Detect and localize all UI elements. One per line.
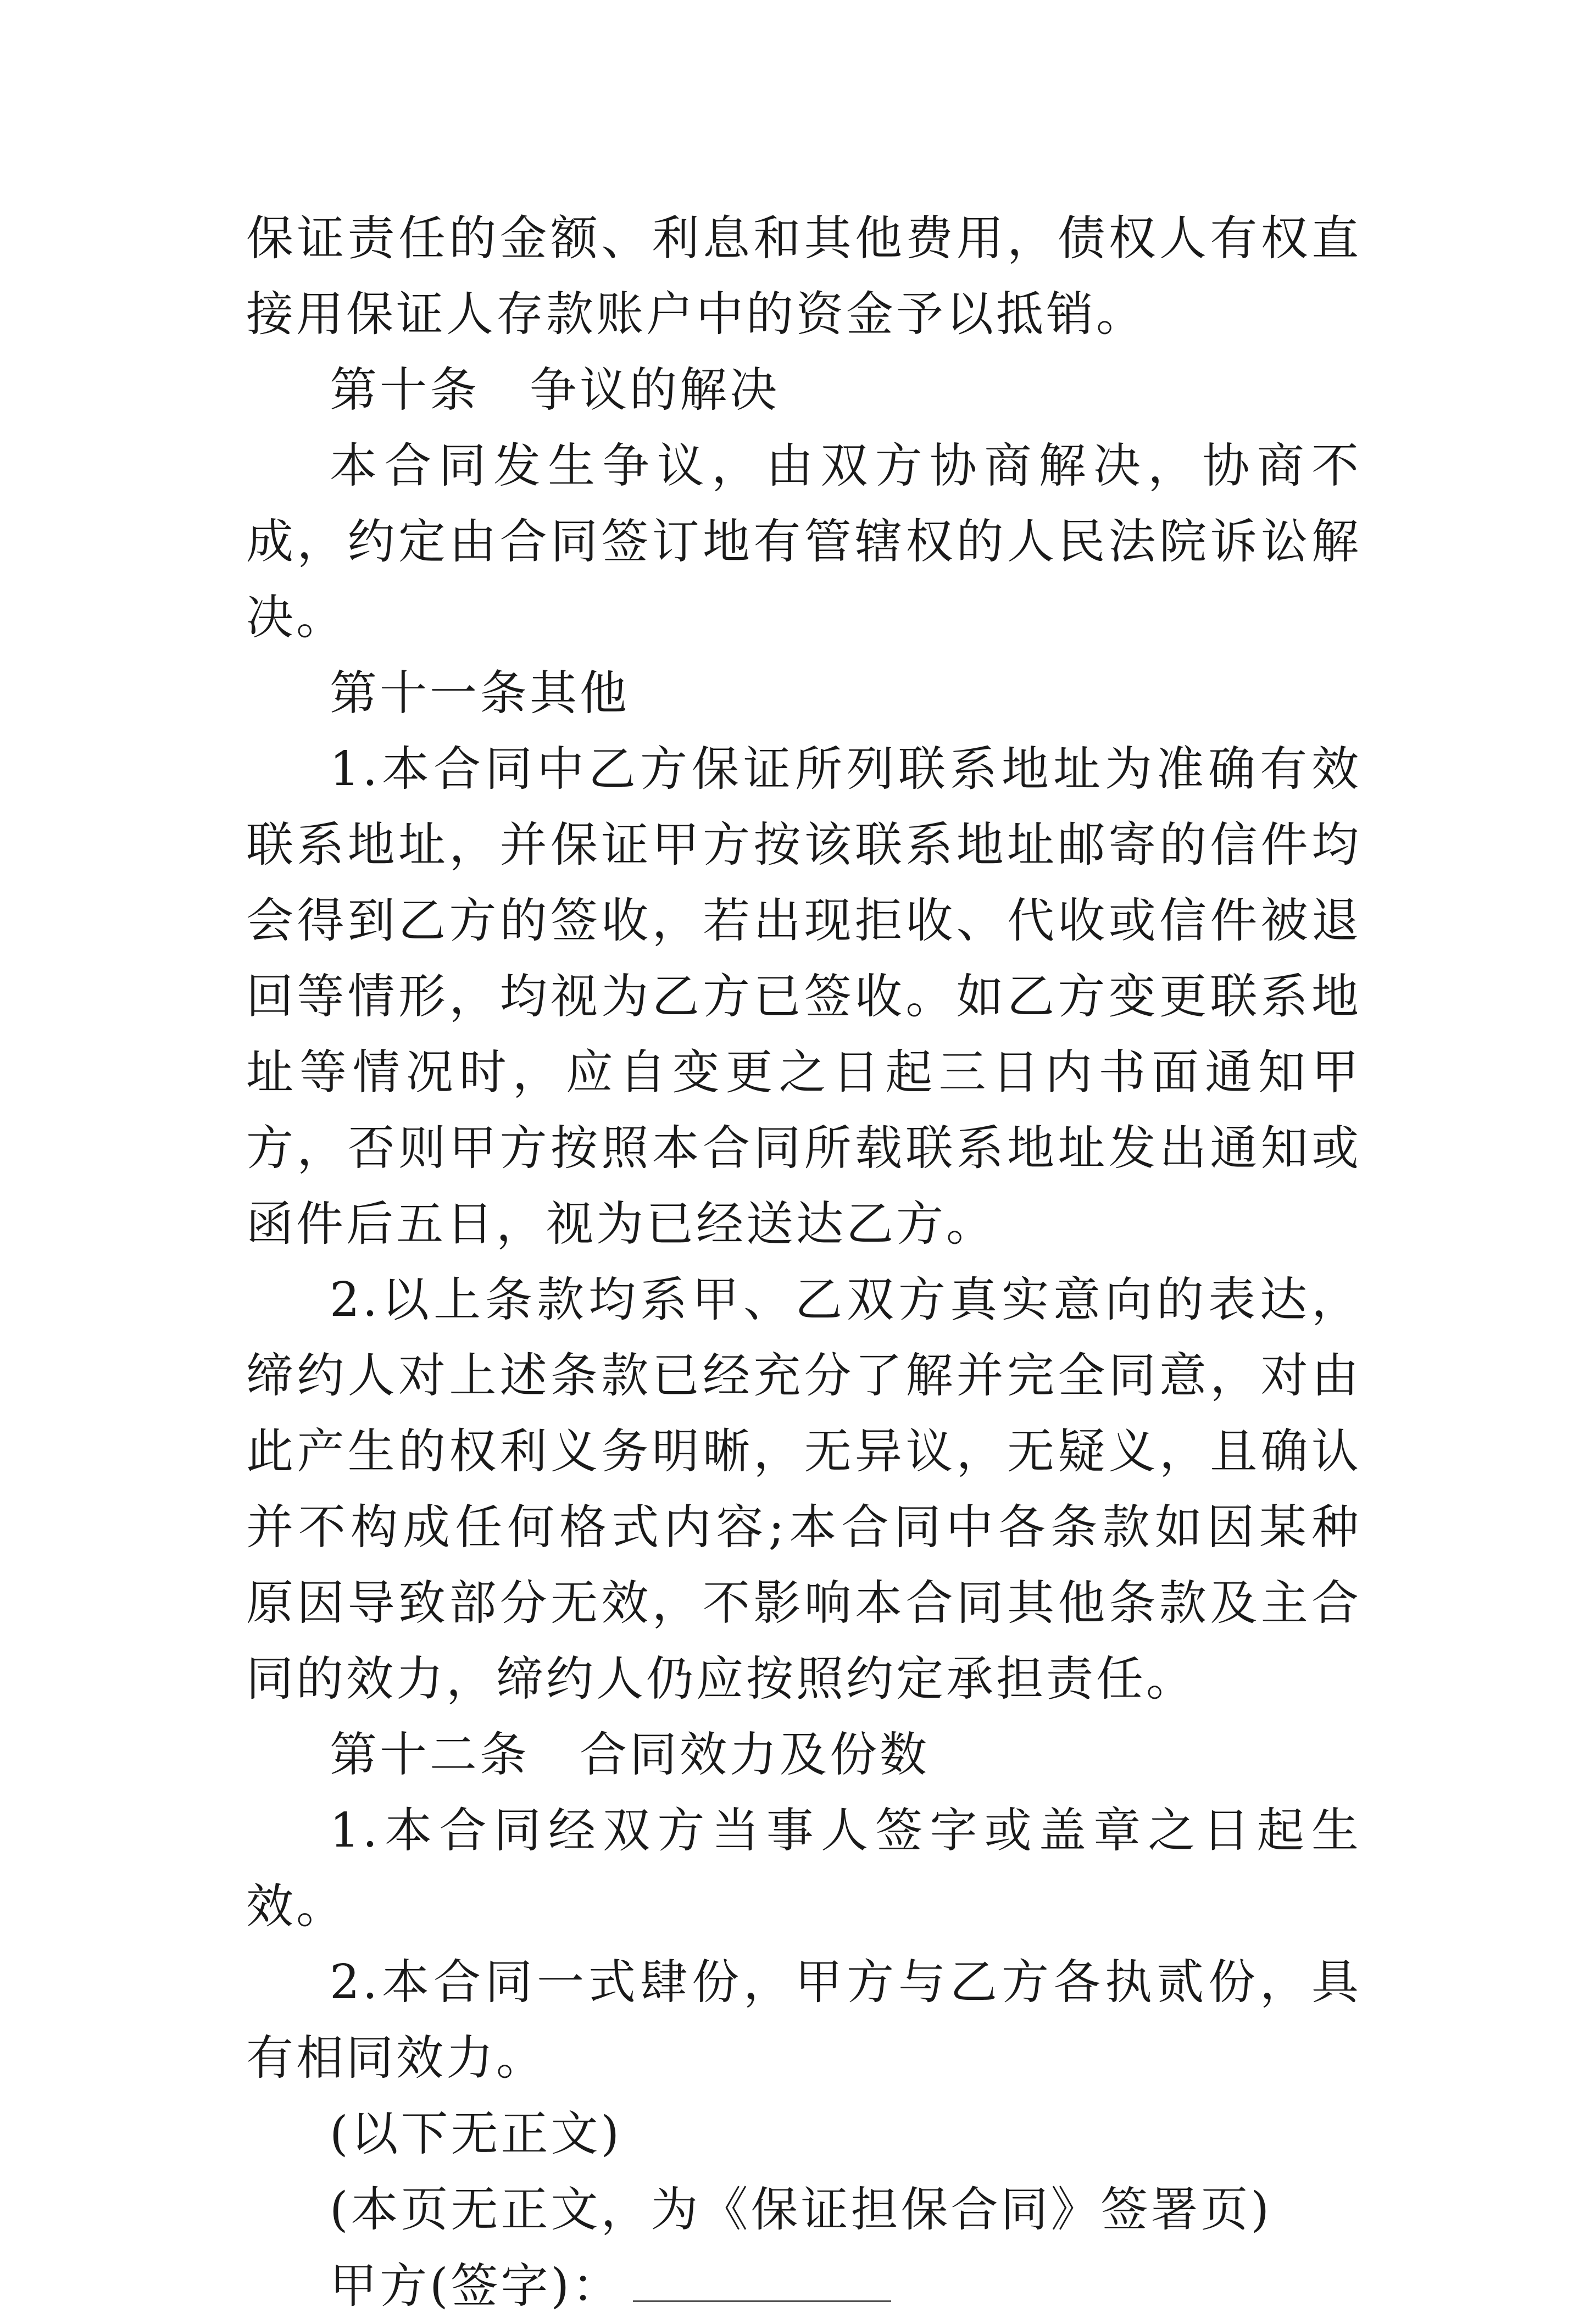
paragraph-true-intent: 2.以上条款均系甲、乙双方真实意向的表达，缔约人对上述条款已经充分了解并完全同意，对由此产生的权利义务明晰，无异议，无疑义，且确认并不构成任何格式内容;本合同中各条款如因某种原因导致部分无效，不影响本合同其他条款及主合同的效力，缔约人仍应按照约定承担责任。 (246, 1272, 1361, 1706)
article-11-heading: 第十一条其他 (330, 666, 630, 721)
article-10-heading: 第十条 争议的解决 (330, 363, 780, 418)
no-further-text-note: (以下无正文) (330, 2106, 622, 2161)
paragraph-contact-address: 1.本合同中乙方保证所列联系地址为准确有效联系地址，并保证甲方按该联系地址邮寄的信件均会得到乙方的签收，若出现拒收、代收或信件被退回等情形，均视为乙方已签收。如乙方变更联系地址等情况时，应自变更之日起三日内书面通知甲方，否则甲方按照本合同所载联系地址发出通知或函件后五日，视为已经送达乙方。 (246, 742, 1361, 1252)
paragraph-dispute-resolution: 本合同发生争议，由双方协商解决，协商不成，约定由合同签订地有管辖权的人民法院诉讼解决。 (246, 438, 1361, 645)
document-body (246, 201, 1361, 2324)
party-a-signature-row (246, 2248, 1361, 2324)
paragraph-guarantee-offset: 保证责任的金额、利息和其他费用，债权人有权直接用保证人存款账户中的资金予以抵销。 (246, 211, 1361, 342)
party-a-signature-label: 甲方(签字)： (330, 2259, 622, 2314)
paragraph-copies: 2.本合同一式肆份，甲方与乙方各执贰份，具有相同效力。 (246, 1955, 1361, 2086)
signature-page-note: (本页无正文，为《保证担保合同》签署页) (330, 2182, 1272, 2237)
party-a-signature-line (633, 2248, 891, 2302)
article-12-heading: 第十二条 合同效力及份数 (330, 1727, 930, 1782)
paragraph-effective-date: 1.本合同经双方当事人签字或盖章之日起生效。 (246, 1803, 1361, 1934)
